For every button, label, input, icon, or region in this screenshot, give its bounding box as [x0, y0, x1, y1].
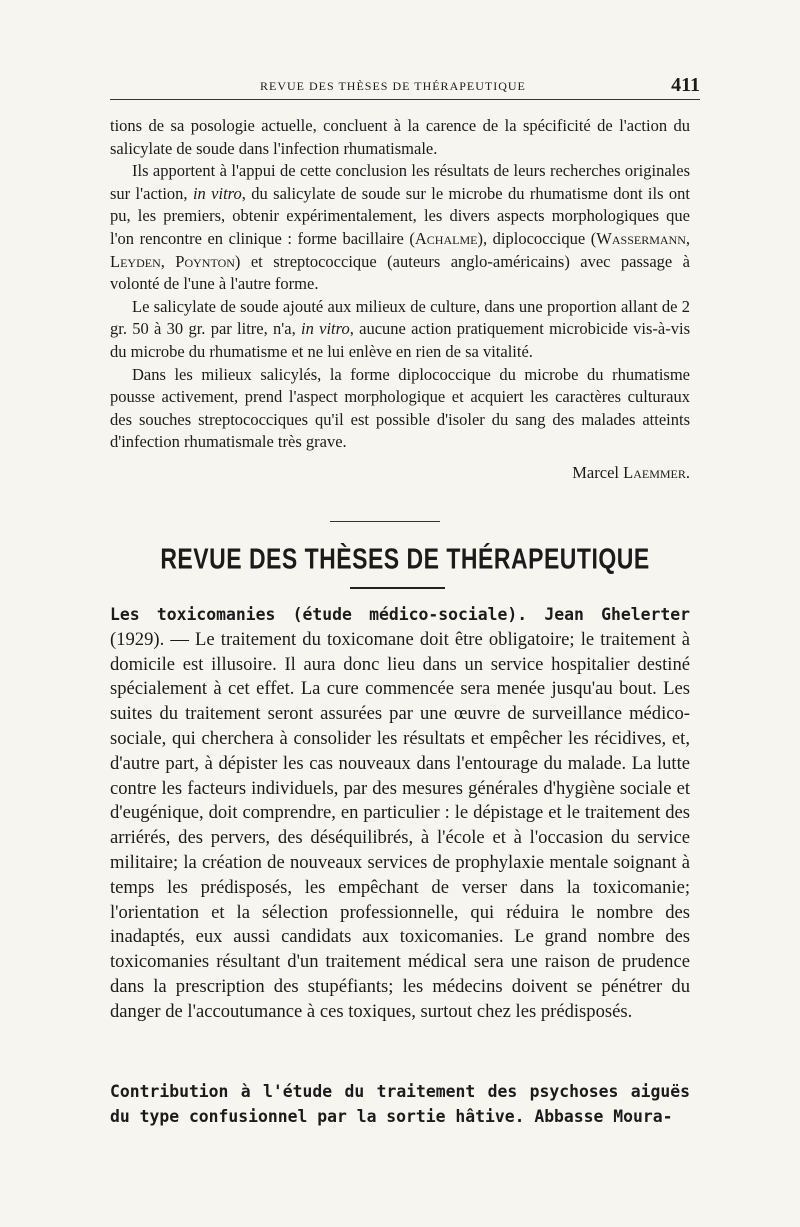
signature-first-name: Marcel: [572, 462, 619, 482]
author-names: Wassermann, Leyden, Poynton: [110, 228, 690, 271]
article-continuation: [110, 115, 690, 485]
separator-rule: [330, 521, 440, 522]
paragraph: tions de sa posologie actuelle, concluent à la carence de la spécificité de l'action du salicylate de soude dans l'infection rhumatismale.: [110, 116, 690, 158]
thesis-entry-next: [110, 1079, 690, 1129]
thesis-title: Contribution à l'étude du traitement des psychoses aiguës du type confusionnel par la sortie hâtive. Abbasse Moura-: [110, 1082, 690, 1126]
running-header: [110, 74, 700, 100]
text-run: Le salicylate de soude ajouté aux milieux de culture, dans une proportion allant de 2 gr. 50 à 30 gr. par litre, n'a,: [110, 296, 690, 339]
paragraph: [110, 160, 690, 296]
text-run: , aucune action pratiquement microbicide vis-à-vis du microbe du rhumatisme et ne lui enlève en rien de sa vitalité.: [110, 319, 690, 361]
thesis-body: (1929). — Le traitement du toxicomane doit être obligatoire; le traitement à domicile est illusoire. Il aura donc lieu dans un service hospitalier destiné spécialement à cet effet. La cure commencée sera menée jusqu'au bout. Les suites du traitement seront assurées par une œuvre de surveillance médico-sociale, qui cherchera à consolider les résultats et empêcher les récidives, et, d'autre part, à dépister les cas nouveaux dans l'entourage du malade. La lutte contre les facteurs individuels, par des mesures générales d'hygiène sociale et d'eugénique, doit comprendre, en particulier : le dépistage et le traitement des arriérés, des pervers, des déséquilibrés, à l'école et à l'occasion du service militaire; la création de nouveaux services de prophylaxie mentale soignant à temps les prédisposés, les empêchant de verser dans la toxicomanie; l'orientation et la sélection professionnelle, qui réduira le nombre des inadaptés, eux aussi candidats aux toxicomanies. Le grand nombre des toxicomanies résultant d'un traitement médical sera une raison de prudence dans la prescription des stupéfiants; les médecins doivent se pénétrer du danger de l'accoutumance à ces toxiques, surtout chez les prédisposés.: [110, 628, 690, 1022]
paragraph: Dans les milieux salicylés, la forme diplococcique du microbe du rhumatisme pousse activement, prend l'aspect morphologique et acquiert les caractères culturaux des souches streptococciques qu'il est possible d'isoler du sang des malades atteints d'infection rhumatismale très grave.: [110, 364, 690, 452]
text-run: , du salicylate de soude sur le microbe du rhumatisme dont ils ont pu, les premiers, obtenir expérimentalement, les divers aspects morphologiques que l'on rencontre en clinique : forme bacillaire (: [110, 183, 690, 248]
text-run: ), diplococcique (: [477, 228, 597, 248]
text-run: Ils apportent à l'appui de cette conclusion les résultats de leurs recherches originales sur l'action,: [110, 161, 690, 203]
author-name: Achalme: [414, 228, 478, 248]
text-run: ) et streptococcique (auteurs anglo-américains) avec passage à volonté de l'une à l'autre forme.: [110, 251, 691, 294]
signature-last-name: Laemmer.: [623, 462, 690, 482]
section-title: REVUE DES THÈSES DE THÉRAPEUTIQUE: [160, 542, 650, 575]
italic-term: in vitro: [301, 319, 350, 339]
paragraph: [110, 296, 690, 364]
thesis-entry: [110, 603, 690, 1025]
thesis-title: Les toxicomanies (étude médico-sociale). Jean Ghelerter: [110, 605, 690, 624]
thesis-paragraph: [110, 603, 690, 1025]
page-number: 411: [671, 74, 700, 96]
running-title: REVUE DES THÈSES DE THÉRAPEUTIQUE: [260, 79, 526, 93]
title-rule: [350, 587, 445, 589]
italic-term: in vitro: [192, 183, 242, 203]
signature: [110, 462, 690, 485]
